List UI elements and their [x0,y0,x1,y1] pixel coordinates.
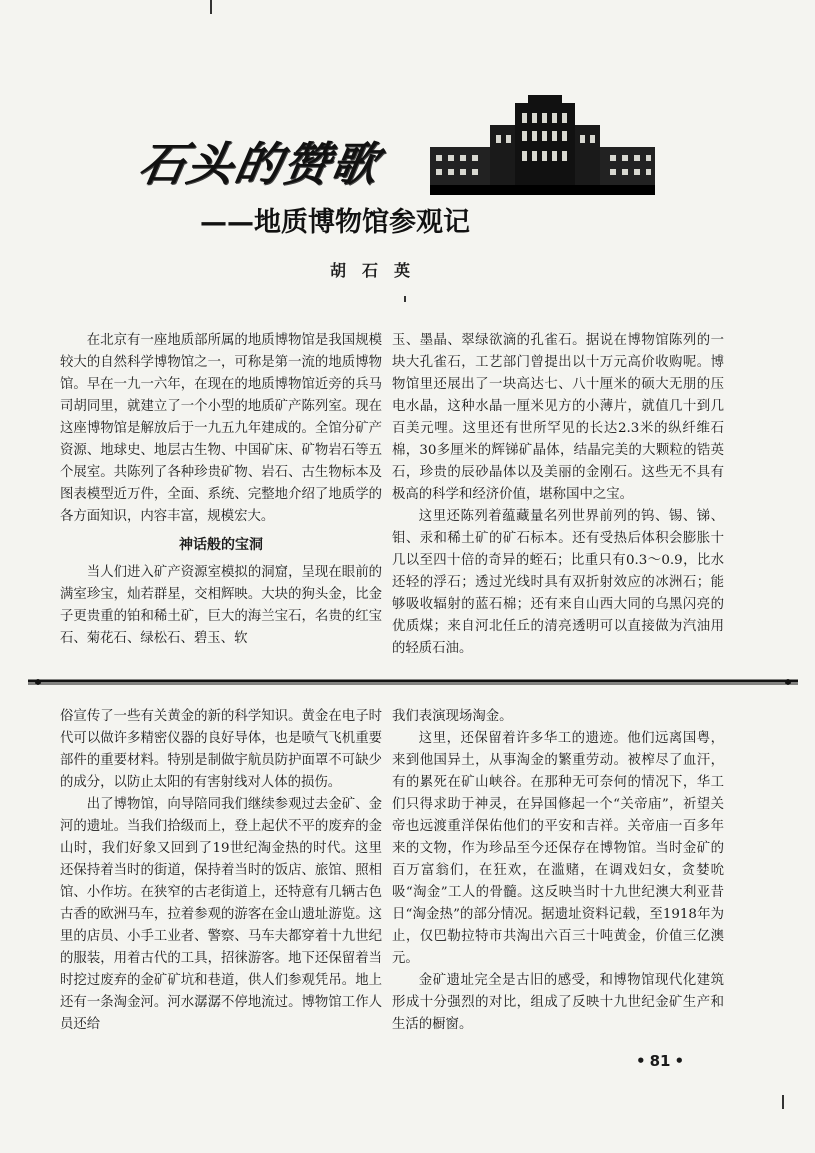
bullet-icon: • [674,1052,685,1070]
paragraph: 这里还陈列着蕴藏量名列世界前列的钨、锡、锑、钼、汞和稀土矿的矿石标本。还有受热后体积会膨胀十几以至四十倍的奇异的蛭石；比重只有0.3～0.9，比水还轻的浮石；透过光线时具有双折射效应的冰洲石；能够吸收辐射的蓝石棉；还有来自山西大同的乌黑闪亮的优质煤；来自河北任丘的清亮透明可以直接做为汽油用的轻质石油。 [392,509,724,656]
paragraph: 在北京有一座地质部所属的地质博物馆是我国规模较大的自然科学博物馆之一，可称是第一流的地质博物馆。早在一九一六年，在现在的地质博物馆近旁的兵马司胡同里，就建立了一个小型的地质矿产陈列室。现在这座博物馆是解放后于一九五九年建成的。全馆分矿产资源、地球史、地层古生物、中国矿床、矿物岩石等五个展室。共陈列了各种珍贵矿物、岩石、古生物标本及图表模型近万件，全面、系统、完整地介绍了地质学的各方面知识，内容丰富，规模宏大。 [60,333,382,524]
section-divider [28,674,798,688]
paragraph: 俗宣传了一些有关黄金的新的科学知识。黄金在电子时代可以做许多精密仪器的良好导体，也是喷气飞机重要部件的重要材料。特别是制做宇航员防护面罩不可缺少的成分，以防止太阳的有害射线对人体的损伤。 [60,709,382,790]
page-number-value: 81 [649,1052,671,1070]
scan-mark [782,1095,784,1109]
paragraph: 当人们进入矿产资源室模拟的洞窟，呈现在眼前的满室珍宝，灿若群星，交相辉映。大块的狗头金，比金子更贵重的铂和稀土矿，巨大的海兰宝石，名贵的红宝石、菊花石、绿松石、碧玉、软 [60,565,382,646]
column-bottom-left [60,706,382,1036]
paragraph: 我们表演现场淘金。 [392,709,513,724]
article-title: 石头的赞歌 [134,137,385,191]
museum-building-illustration [430,95,655,195]
article-subtitle: ——地质博物馆参观记 [200,207,470,238]
column-bottom-right [392,706,724,1036]
column-top-right [392,330,724,660]
paragraph: 出了博物馆，向导陪同我们继续参观过去金矿、金河的遗址。当我们拾级而上，登上起伏不平的废弃的金山时，我们好象又回到了19世纪淘金热的时代。这里还保持着当时的街道，保持着当时的饭店、旅馆、照相馆、小作坊。在狭窄的古老街道上，还特意有几辆古色古香的欧洲马车，拉着参观的游客在金山遗址游览。这里的店员、小手工业者、警察、马车夫都穿着十九世纪的服装，用着古代的工具，招徕游客。地下还保留着当时挖过废弃的金矿矿坑和巷道，供人们参观凭吊。地上还有一条淘金河。河水潺潺不停地流过。博物馆工作人员还给 [60,797,382,1032]
page-number [632,1052,688,1070]
scan-mark [210,0,212,14]
bullet-icon: • [636,1052,646,1070]
paragraph: 玉、墨晶、翠绿欲滴的孔雀石。据说在博物馆陈列的一块大孔雀石，工艺部门曾提出以十万元高价收购呢。博物馆里还展出了一块高达七、八十厘米的硕大无朋的压电水晶，这种水晶一厘米见方的小薄片，就值几十到几百美元哩。这里还有世所罕见的长达2.3米的纵纤维石棉，30多厘米的辉锑矿晶体，结晶完美的大颗粒的锆英石，珍贵的辰砂晶体以及美丽的金刚石。这些无不具有极高的科学和经济价值，堪称国中之宝。 [392,333,724,502]
paragraph: 这里，还保留着许多华工的遗迹。他们远离国粤，来到他国异土，从事淘金的繁重劳动。被榨尽了血汗，有的累死在矿山峡谷。在那种无可奈何的情况下，华工们只得求助于神灵，在异国修起一个“关帝庙”，祈望关帝也远渡重洋保佑他们的平安和吉祥。关帝庙一百多年来的文物，作为珍品至今还保存在博物馆。当时金矿的百万富翁们，在狂欢，在滥赌，在调戏妇女，贪婪吮吸“淘金”工人的骨髓。这反映当时十九世纪澳大利亚昔日“淘金热”的部分情况。据遗址资料记载，至1918年为止，仅巴勒拉特市共淘出六百三十吨黄金，价值三亿澳元。 [392,731,724,966]
section-heading: 神话般的宝洞 [179,537,263,553]
scan-mark [404,296,406,302]
paragraph: 金矿遗址完全是古旧的感受，和博物馆现代化建筑形成十分强烈的对比，组成了反映十九世纪金矿生产和生活的橱窗。 [392,973,724,1032]
column-top-left [60,330,382,650]
article-author: 胡石英 [330,261,427,280]
